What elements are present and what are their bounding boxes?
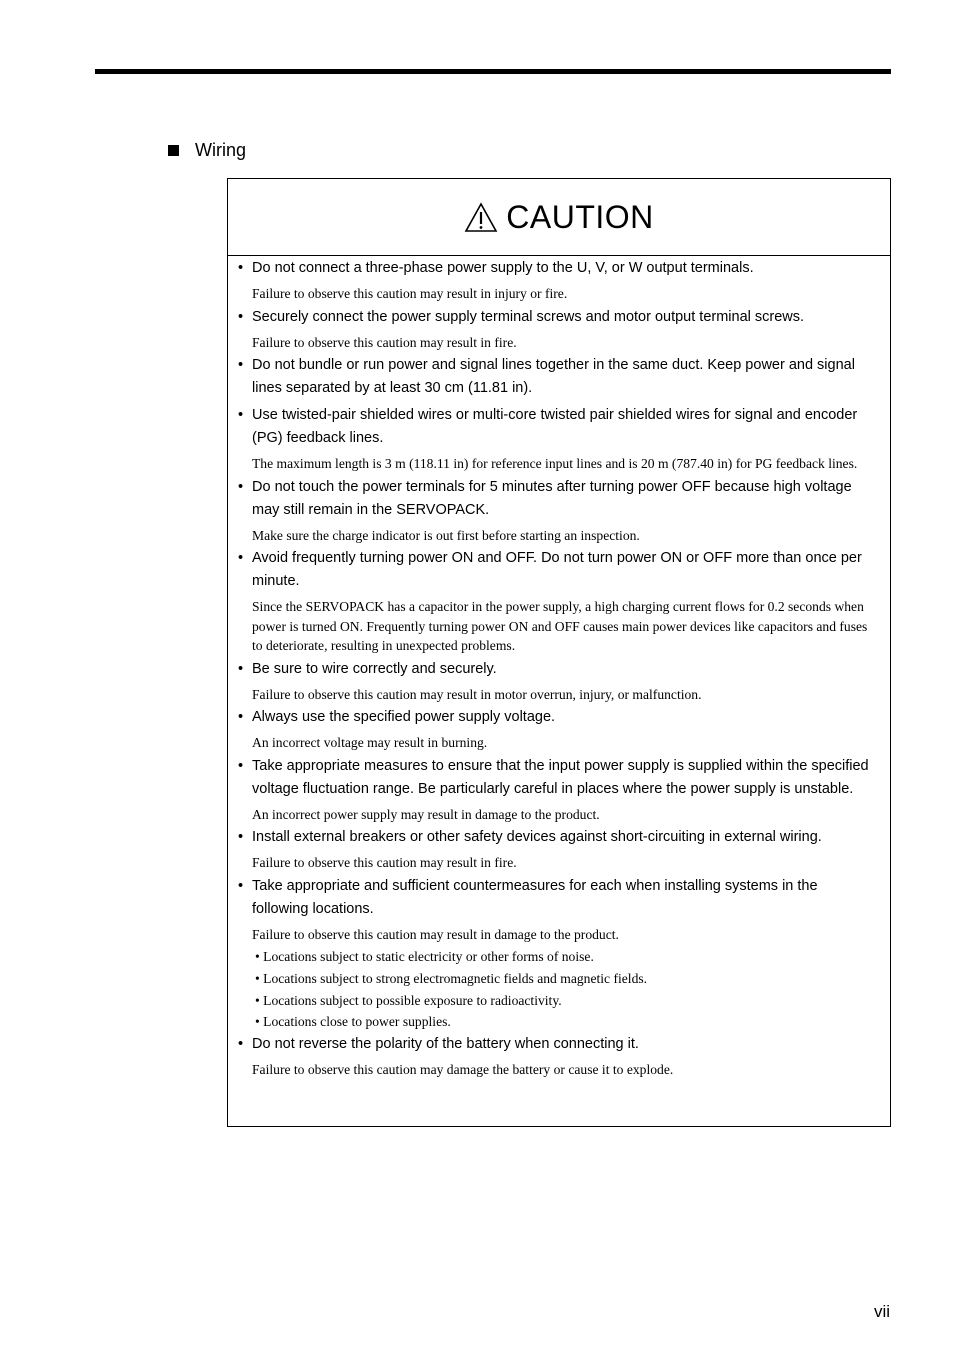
caution-item-text: Do not reverse the polarity of the battery when connecting it. [252,1036,639,1053]
caution-item [238,257,876,304]
caution-item-note: Failure to observe this caution may result in motor overrun, injury, or malfunction. [252,686,702,702]
caution-item-text: Be sure to wire correctly and securely. [252,660,497,677]
caution-item-note: Failure to observe this caution may result in fire. [252,334,517,350]
bullet-dot-icon: • [238,478,244,495]
caution-item-text: Avoid frequently turning power ON and OFF. Do not turn power ON or OFF more than once per minute. [252,550,862,589]
caution-item-note: Failure to observe this caution may result in damage to the product. [252,926,619,942]
bullet-dot-icon: • [238,357,244,373]
location-list-item: • Locations subject to static electricity or other forms of noise. [255,949,594,964]
bullet-dot-icon: • [238,709,244,725]
caution-bullet [238,257,876,280]
warning-triangle-icon [464,202,498,233]
bullet-dot-icon: • [238,660,244,677]
caution-item-note: Failure to observe this caution may damage the battery or cause it to explode. [252,1062,674,1078]
location-list [255,946,876,1033]
section-heading [168,138,246,162]
bullet-dot-icon: • [238,829,244,845]
caution-item-note: Failure to observe this caution may result in fire. [252,855,517,870]
caution-bullet [238,476,876,522]
bullet-dot-icon: • [238,877,244,894]
bullet-dot-icon: • [238,308,244,325]
caution-item-text: Do not touch the power terminals for 5 minutes after turning power OFF because high voltage may still remain in the SERVOPACK. [252,478,852,518]
caution-item-text: Do not connect a three-phase power supply to the U, V, or W output terminals. [252,260,754,276]
bullet-dot-icon: • [238,1036,244,1053]
top-rule [95,69,891,74]
location-list-item: • Locations close to power supplies. [255,1014,451,1030]
caution-item [238,875,876,1034]
caution-list [228,256,890,1080]
caution-item [238,476,876,546]
caution-bullet [238,875,876,921]
caution-heading: CAUTION [506,198,654,235]
location-list-item: • Locations subject to strong electromagnetic fields and magnetic fields. [255,970,648,986]
caution-bullet [238,404,876,450]
caution-item-note: Since the SERVOPACK has a capacitor in the power supply, a high charging current flows for 0.2 seconds when power is turned ON. Frequently turning power ON and OFF causes main power devices like capacitors and fuses to deteriorate, resulting in unexpected problems. [252,599,868,653]
caution-bullet [238,658,876,681]
caution-bullet [238,547,876,593]
caution-bullet [238,706,876,729]
caution-bullet [238,755,876,801]
caution-item-text: Do not bundle or run power and signal lines together in the same duct. Keep power and signal lines separated by at least 30 cm (11.81 in). [252,357,855,396]
caution-item-text: Always use the specified power supply voltage. [252,709,556,725]
page-number: vii [873,1302,890,1321]
caution-bullet [238,354,876,400]
caution-item-text: Use twisted-pair shielded wires or multi-core twisted pair shielded wires for signal and encoder (PG) feedback lines. [252,407,858,446]
caution-item [238,706,876,753]
caution-item-note: Make sure the charge indicator is out first before starting an inspection. [252,527,640,543]
caution-bullet [238,826,876,849]
bullet-dot-icon: • [238,757,244,774]
location-list-item: • Locations subject to possible exposure to radioactivity. [255,992,562,1008]
caution-item [238,306,876,353]
caution-item-note: The maximum length is 3 m (118.11 in) for reference input lines and is 20 m (787.40 in) for PG feedback lines. [252,456,858,471]
caution-header [228,179,890,256]
bullet-dot-icon: • [238,260,244,276]
caution-item-note: Failure to observe this caution may result in injury or fire. [252,286,568,301]
caution-item [238,826,876,873]
caution-bullet [238,1033,876,1056]
caution-item [238,547,876,656]
caution-box [227,178,891,1127]
caution-item-note: An incorrect voltage may result in burning. [252,735,488,750]
caution-item-text: Take appropriate and sufficient countermeasures for each when installing systems in the following locations. [252,877,818,917]
caution-item [238,755,876,825]
square-bullet-icon [168,145,179,156]
bullet-dot-icon: • [238,550,244,566]
caution-bullet [238,306,876,329]
caution-item [238,1033,876,1080]
section-title: Wiring [195,139,247,160]
caution-item-note: An incorrect power supply may result in damage to the product. [252,806,600,822]
caution-item-text: Install external breakers or other safety devices against short-circuiting in external wiring. [252,829,822,845]
caution-item [238,354,876,400]
bullet-dot-icon: • [238,407,244,423]
caution-item [238,658,876,705]
caution-item-text: Securely connect the power supply terminal screws and motor output terminal screws. [252,308,805,325]
caution-item [238,404,876,474]
caution-item-text: Take appropriate measures to ensure that the input power supply is supplied within the specified voltage fluctuation range. Be particularly careful in places where the power supply is unstable. [252,757,869,797]
